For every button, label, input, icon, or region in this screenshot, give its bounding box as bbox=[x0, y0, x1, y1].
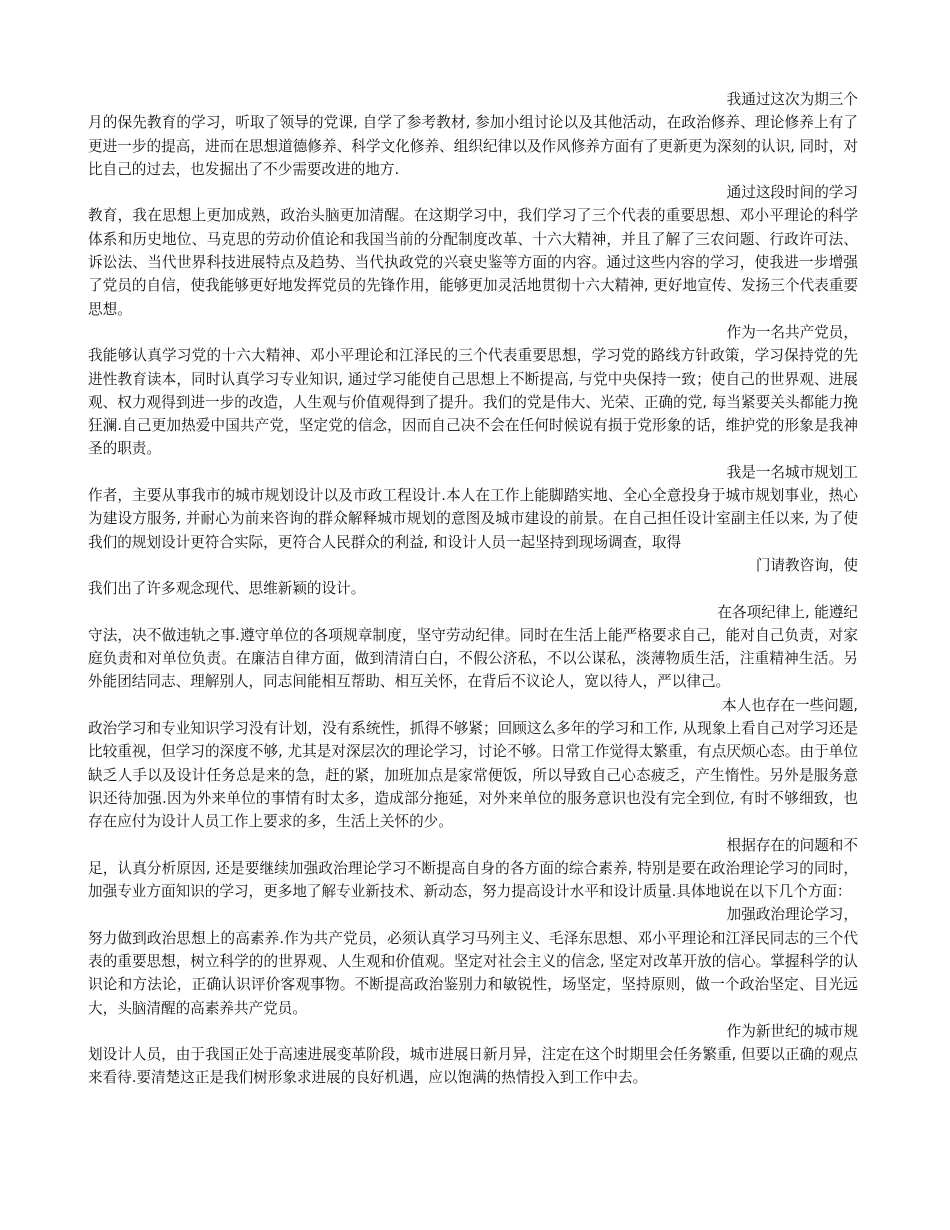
document-page bbox=[88, 88, 858, 1090]
paragraph-lead: 作为一名共产党员， bbox=[726, 323, 858, 341]
paragraph-consultation bbox=[88, 554, 858, 601]
paragraph-discipline bbox=[88, 601, 858, 694]
paragraph-body: 作者，主要从事我市的城市规划设计以及市政工程设计.本人在工作上能脚踏实地、全心全意投身于城市规划事业，热心为建设方服务, 并耐心为前来咨询的群众解释城市规划的意图及城市建设的前景。在自己担任设计室副主任以来, 为了使我们的规划设计更符合实际，更符合人民群众的利益, 和设计人员一起坚持到现场调查，取得 bbox=[88, 487, 858, 551]
paragraph-lead: 通过这段时间的学习 bbox=[726, 184, 858, 202]
paragraph-lead: 我通过这次为期三个 bbox=[726, 91, 858, 108]
paragraph-body: 努力做到政治思想上的高素养.作为共产党员，必须认真学习马列主义、毛泽东思想、邓小平理论和江泽民同志的三个代表的重要思想，树立科学的的世界观、人生观和价值观。坚定对社会主义的信念, 坚定对改革开放的信心。掌握科学的认识论和方法论，正确认识评价客观事物。不断提高政治鉴别力和敏锐性，场坚定，坚持原则，做一个政治坚定、目光远大，头脑清醒的高素养共产党员。 bbox=[88, 929, 858, 1017]
paragraph-lead: 门请教咨询，使 bbox=[755, 556, 858, 574]
paragraph-body: 足，认真分析原因, 还是要继续加强政治理论学习不断提高自身的各方面的综合素养, 特别是要在政治理论学习的同时，加强专业方面知识的学习，更多地了解专业新技术、新动态，努力提高设计水平和设计质量.具体地说在以下几个方面： bbox=[88, 859, 858, 901]
paragraph-body: 月的保先教育的学习，听取了领导的党课, 自学了参考教材, 参加小组讨论以及其他活动，在政治修养、理论修养上有了更进一步的提高，进而在思想道德修养、科学文化修养、组织纪律以及作风修养方面有了更新更为深刻的认识, 同时，对比自己的过去，也发掘出了不少需要改进的地方. bbox=[88, 114, 858, 178]
paragraph-study-content bbox=[88, 181, 858, 321]
paragraph-body: 划设计人员，由于我国正处于高速进展变革阶段，城市进展日新月异，注定在这个时期里会任务繁重, 但要以正确的观点来看待.要清楚这正是我们树形象求进展的良好机遇，应以饱满的热情投入到工作中去。 bbox=[88, 1046, 858, 1087]
paragraph-problems bbox=[88, 694, 858, 834]
paragraph-lead: 作为新世纪的城市规 bbox=[726, 1022, 858, 1040]
paragraph-party-member bbox=[88, 321, 858, 461]
paragraph-lead: 在各项纪律上, 能遵纪 bbox=[717, 603, 858, 621]
paragraph-body: 守法，决不做违轨之事.遵守单位的各项规章制度，坚守劳动纪律。同时在生活上能严格要求自己，能对自己负责，对家庭负责和对单位负责。在廉洁自律方面，做到清清白白，不假公济私，不以公谋私，淡薄物质生活，注重精神生活。另外能团结同志、理解别人，同志间能相互帮助、相互关怀，在背后不议论人，宽以待人，严以律己。 bbox=[88, 626, 858, 691]
paragraph-lead: 我是一名城市规划工 bbox=[726, 463, 858, 481]
paragraph-lead: 本人也存在一些问题, bbox=[722, 696, 858, 714]
paragraph-body: 政治学习和专业知识学习没有计划，没有系统性，抓得不够紧；回顾这么多年的学习和工作, 从现象上看自己对学习还是比较重视，但学习的深度不够, 尤其是对深层次的理论学习，讨论不够。日常工作觉得太繁重，有点厌烦心态。由于单位缺乏人手以及设计任务总是来的急，赶的紧，加班加点是家常便饭，所以导致自己心态疲乏，产生惰性。另外是服务意识还待加强.因为外来单位的事情有时太多，造成部分拖延，对外来单位的服务意识也没有完全到位, 有时不够细致，也存在应付为设计人员工作上要求的多，生活上关怀的少。 bbox=[88, 720, 858, 831]
paragraph-improvement-plan bbox=[88, 834, 858, 904]
paragraph-urban-planner bbox=[88, 461, 858, 554]
paragraph-lead: 根据存在的问题和不 bbox=[726, 836, 858, 854]
paragraph-body: 我们出了许多观念现代、思维新颖的设计。 bbox=[88, 580, 366, 598]
paragraph-body: 我能够认真学习党的十六大精神、邓小平理论和江泽民的三个代表重要思想，学习党的路线方针政策，学习保持党的先进性教育读本，同时认真学习专业知识, 通过学习能使自己思想上不断提高, 与党中央保持一致；使自己的世界观、进展观、权力观得到进一步的改造，人生观与价值观得到了提升。我们的党是伟大、光荣、正确的党, 每当紧要关头都能力挽狂澜.自己更加热爱中国共产党，坚定党的信念，因而自己决不会在任何时候说有损于党形象的话，维护党的形象是我神圣的职责。 bbox=[88, 347, 858, 458]
paragraph-study-summary bbox=[88, 88, 858, 181]
paragraph-lead: 加强政治理论学习， bbox=[726, 906, 858, 924]
paragraph-body: 教育，我在思想上更加成熟，政治头脑更加清醒。在这期学习中，我们学习了三个代表的重要思想、邓小平理论的科学体系和历史地位、马克思的劳动价值论和我国当前的分配制度改革、十六大精神，并且了解了三农问题、行政许可法、诉讼法、当代世界科技进展特点及趋势、当代执政党的兴衰史鉴等方面的内容。通过这些内容的学习，使我进一步增强了党员的自信，使我能够更好地发挥党员的先锋作用，能够更加灵活地贯彻十六大精神, 更好地宣传、发扬三个代表重要思想。 bbox=[88, 207, 858, 318]
paragraph-new-century bbox=[88, 1020, 858, 1090]
paragraph-political-study bbox=[88, 903, 858, 1019]
